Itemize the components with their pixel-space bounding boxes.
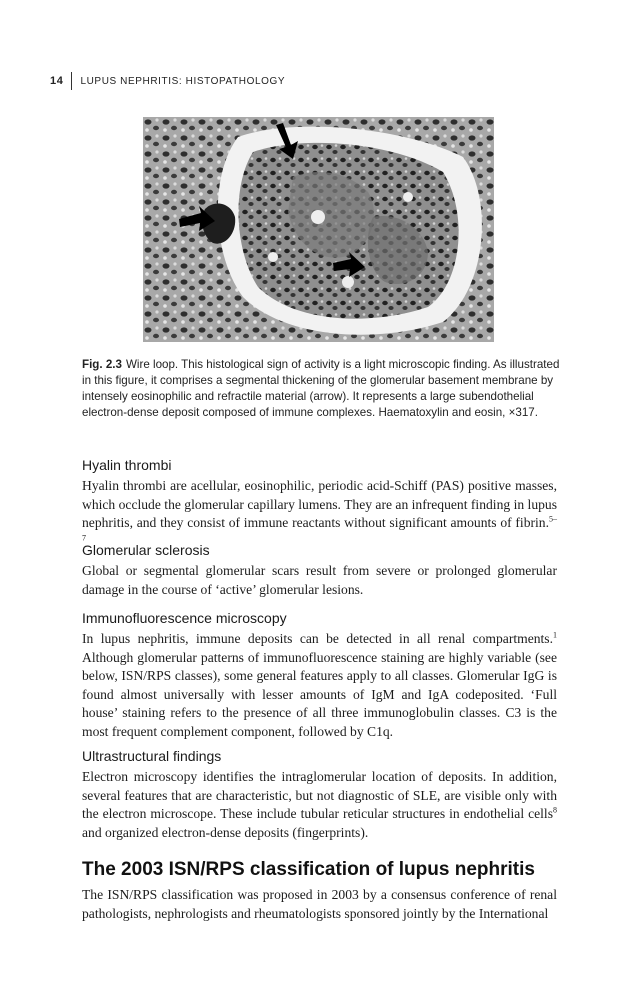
histology-micrograph (143, 117, 494, 342)
paragraph-glomerular-sclerosis: Global or segmental glomerular scars result from severe or prolonged glomerular damage in the course of ‘active’ glomerular lesions. (82, 563, 557, 597)
heading-ultrastructural: Ultrastructural findings (82, 748, 222, 764)
paragraph-immunofluorescence (82, 630, 557, 742)
citation-ref: 8 (553, 805, 557, 815)
heading-isn-rps-classification: The 2003 ISN/RPS classification of lupus nephritis (82, 859, 535, 880)
figure-caption (82, 357, 560, 421)
paragraph-isn-rps-classification: The ISN/RPS classification was proposed in 2003 by a consensus conference of renal pathologists, nephrologists and rheumatologists sponsored jointly by the International (82, 887, 557, 921)
paragraph-text: Electron microscopy identifies the intraglomerular location of deposits. In addition, several features that are characteristic, but not diagnostic of SLE, are visible only with the electron microscope. These include tubular reticular structures in endothelial cells (82, 769, 557, 822)
citation-ref: 1 (553, 630, 557, 640)
citation-ref: 5–7 (82, 514, 557, 543)
figure-caption-text: Wire loop. This histological sign of activity is a light microscopic finding. As illustrated in this figure, it comprises a segmental thickening of the glomerular basement membrane by intensely eosinophilic and refractile material (arrow). It represents a large subendothelial electron-dense deposit composed of immune complexes. Haematoxylin and eosin, ×317. (82, 358, 560, 419)
heading-glomerular-sclerosis: Glomerular sclerosis (82, 542, 210, 558)
heading-hyalin-thrombi: Hyalin thrombi (82, 457, 172, 473)
paragraph-text: Hyalin thrombi are acellular, eosinophilic, periodic acid-Schiff (PAS) positive masses, which occlude the glomerular capillary lumens. They are an infrequent finding in lupus nephritis, and they consist of immune reactants without significant amounts of fibrin. (82, 478, 558, 531)
paragraph-ultrastructural (82, 768, 557, 842)
running-title: LUPUS NEPHRITIS: HISTOPATHOLOGY (80, 75, 286, 87)
paragraph-hyalin-thrombi (82, 477, 557, 551)
figure-label: Fig. 2.3 (82, 358, 122, 371)
paragraph-text: and organized electron-dense deposits (fingerprints). (82, 824, 369, 840)
paragraph-text: In lupus nephritis, immune deposits can be detected in all renal compartments. (82, 631, 553, 646)
heading-immunofluorescence: Immunofluorescence microscopy (82, 610, 287, 626)
running-head (50, 72, 285, 90)
page-number: 14 (50, 75, 64, 87)
header-divider (71, 72, 72, 90)
paragraph-text: Although glomerular patterns of immunofluorescence staining are highly variable (see below, ISN/RPS classes), some general features apply to all classes. Glomerular IgG is found almost universally with lesser amounts of IgM and IgA codeposited. ‘Full house’ staining refers to the presence of all three immunoglobulin classes. C3 is the most frequent complement component, followed by C1q. (82, 649, 557, 739)
